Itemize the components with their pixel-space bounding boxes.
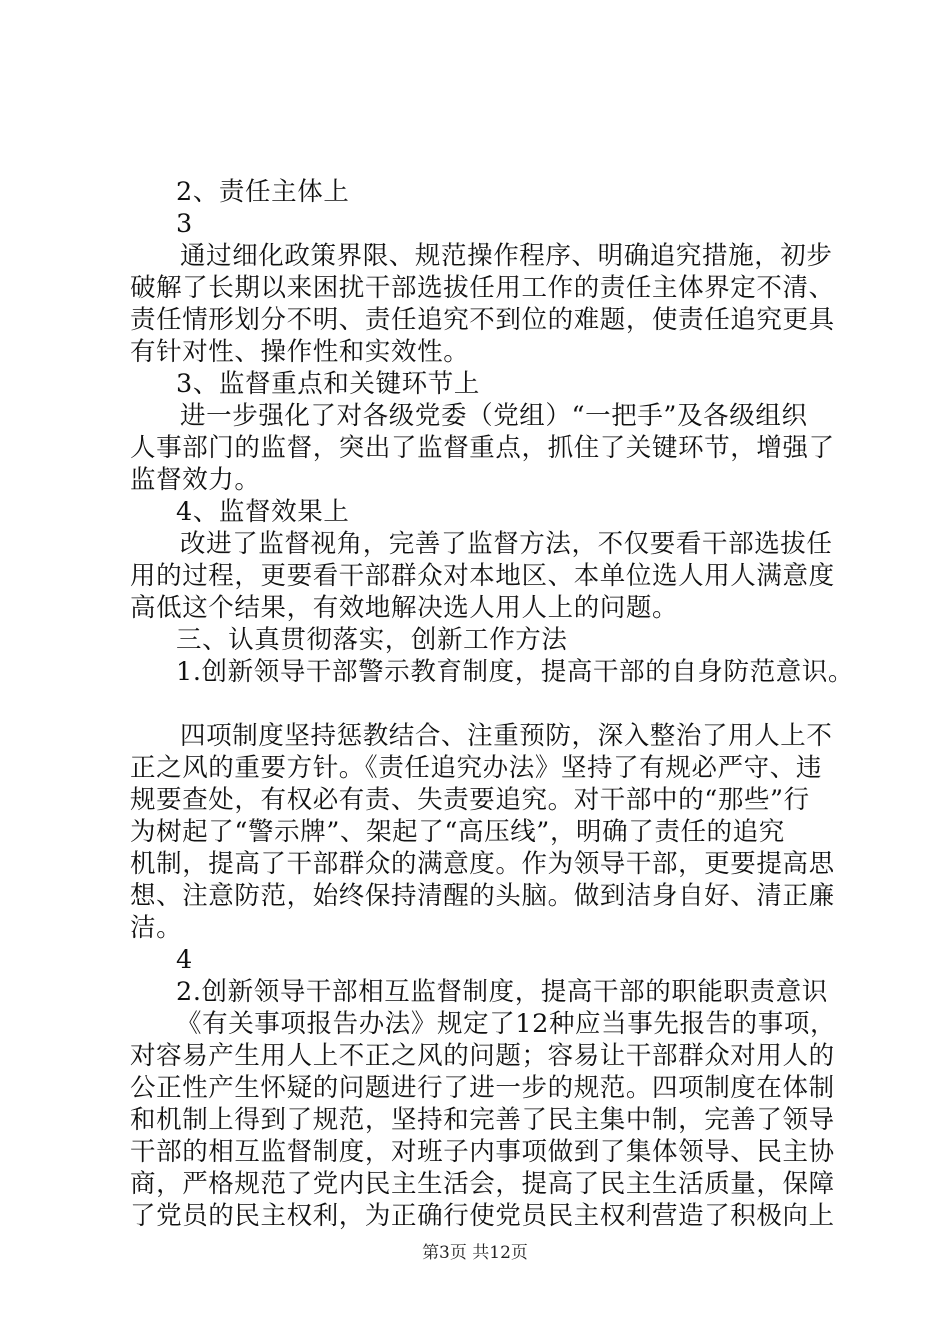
paragraph-line: 对容易产生用人上不正之风的问题；容易让干部群众对用人的 bbox=[130, 1041, 835, 1071]
section-heading-responsibility-subject: 2、责任主体上 bbox=[176, 177, 350, 207]
paragraph-line: 进一步强化了对各级党委（党组）“一把手”及各级组织 bbox=[180, 401, 808, 431]
paragraph-line: 高低这个结果，有效地解决选人用人上的问题。 bbox=[130, 593, 679, 623]
paragraph-line: 通过细化政策界限、规范操作程序、明确追究措施，初步 bbox=[180, 241, 833, 271]
paragraph-line: 用的过程，更要看干部群众对本地区、本单位选人用人满意度 bbox=[130, 561, 835, 591]
paragraph-line: 想、注意防范，始终保持清醒的头脑。做到洁身自好、清正廉 bbox=[130, 881, 835, 911]
paragraph-line: 改进了监督视角，完善了监督方法，不仅要看干部选拔任 bbox=[180, 529, 833, 559]
paragraph-line: 规要查处，有权必有责、失责要追究。对干部中的“那些”行 bbox=[130, 785, 810, 815]
paragraph-line: 有针对性、操作性和实效性。 bbox=[130, 337, 470, 367]
paragraph-line: 《有关事项报告办法》规定了12种应当事先报告的事项， bbox=[176, 1009, 837, 1039]
paragraph-line: 四项制度坚持惩教结合、注重预防，深入整治了用人上不 bbox=[180, 721, 833, 751]
paragraph-line: 机制，提高了干部群众的满意度。作为领导干部，更要提高思 bbox=[130, 849, 835, 879]
paragraph-line: 人事部门的监督，突出了监督重点，抓住了关键环节，增强了 bbox=[130, 433, 835, 463]
paragraph-line: 了党员的民主权利，为正确行使党员民主权利营造了积极向上 bbox=[130, 1201, 835, 1231]
subsection-heading: 1.创新领导干部警示教育制度，提高干部的自身防范意识。 bbox=[176, 657, 855, 687]
section-heading-supervision-focus: 3、监督重点和关键环节上 bbox=[176, 369, 480, 399]
paragraph-line: 干部的相互监督制度，对班子内事项做到了集体领导、民主协 bbox=[130, 1137, 835, 1167]
paragraph-line: 和机制上得到了规范，坚持和完善了民主集中制，完善了领导 bbox=[130, 1105, 835, 1135]
page-footer: 第3页 共12页 bbox=[422, 1243, 528, 1263]
paragraph-line: 洁。 bbox=[130, 913, 183, 943]
paragraph-line: 公正性产生怀疑的问题进行了进一步的规范。四项制度在体制 bbox=[130, 1073, 835, 1103]
paragraph-line: 为树起了“警示牌”、架起了“高压线”，明确了责任的追究 bbox=[130, 817, 785, 847]
subsection-heading: 2.创新领导干部相互监督制度，提高干部的职能职责意识 bbox=[176, 977, 828, 1007]
paragraph-line: 监督效力。 bbox=[130, 465, 261, 495]
chapter-heading: 三、认真贯彻落实，创新工作方法 bbox=[176, 625, 568, 655]
paragraph-line: 责任情形划分不明、责任追究不到位的难题，使责任追究更具 bbox=[130, 305, 835, 335]
paragraph-line: 正之风的重要方针。《责任追究办法》坚持了有规必严守、违 bbox=[130, 753, 822, 783]
page-number-marker: 4 bbox=[176, 945, 193, 975]
paragraph-line: 破解了长期以来困扰干部选拔任用工作的责任主体界定不清、 bbox=[130, 273, 835, 303]
section-heading-supervision-effect: 4、监督效果上 bbox=[176, 497, 350, 527]
paragraph-line: 商，严格规范了党内民主生活会，提高了民主生活质量，保障 bbox=[130, 1169, 835, 1199]
page-number-marker: 3 bbox=[176, 209, 193, 239]
